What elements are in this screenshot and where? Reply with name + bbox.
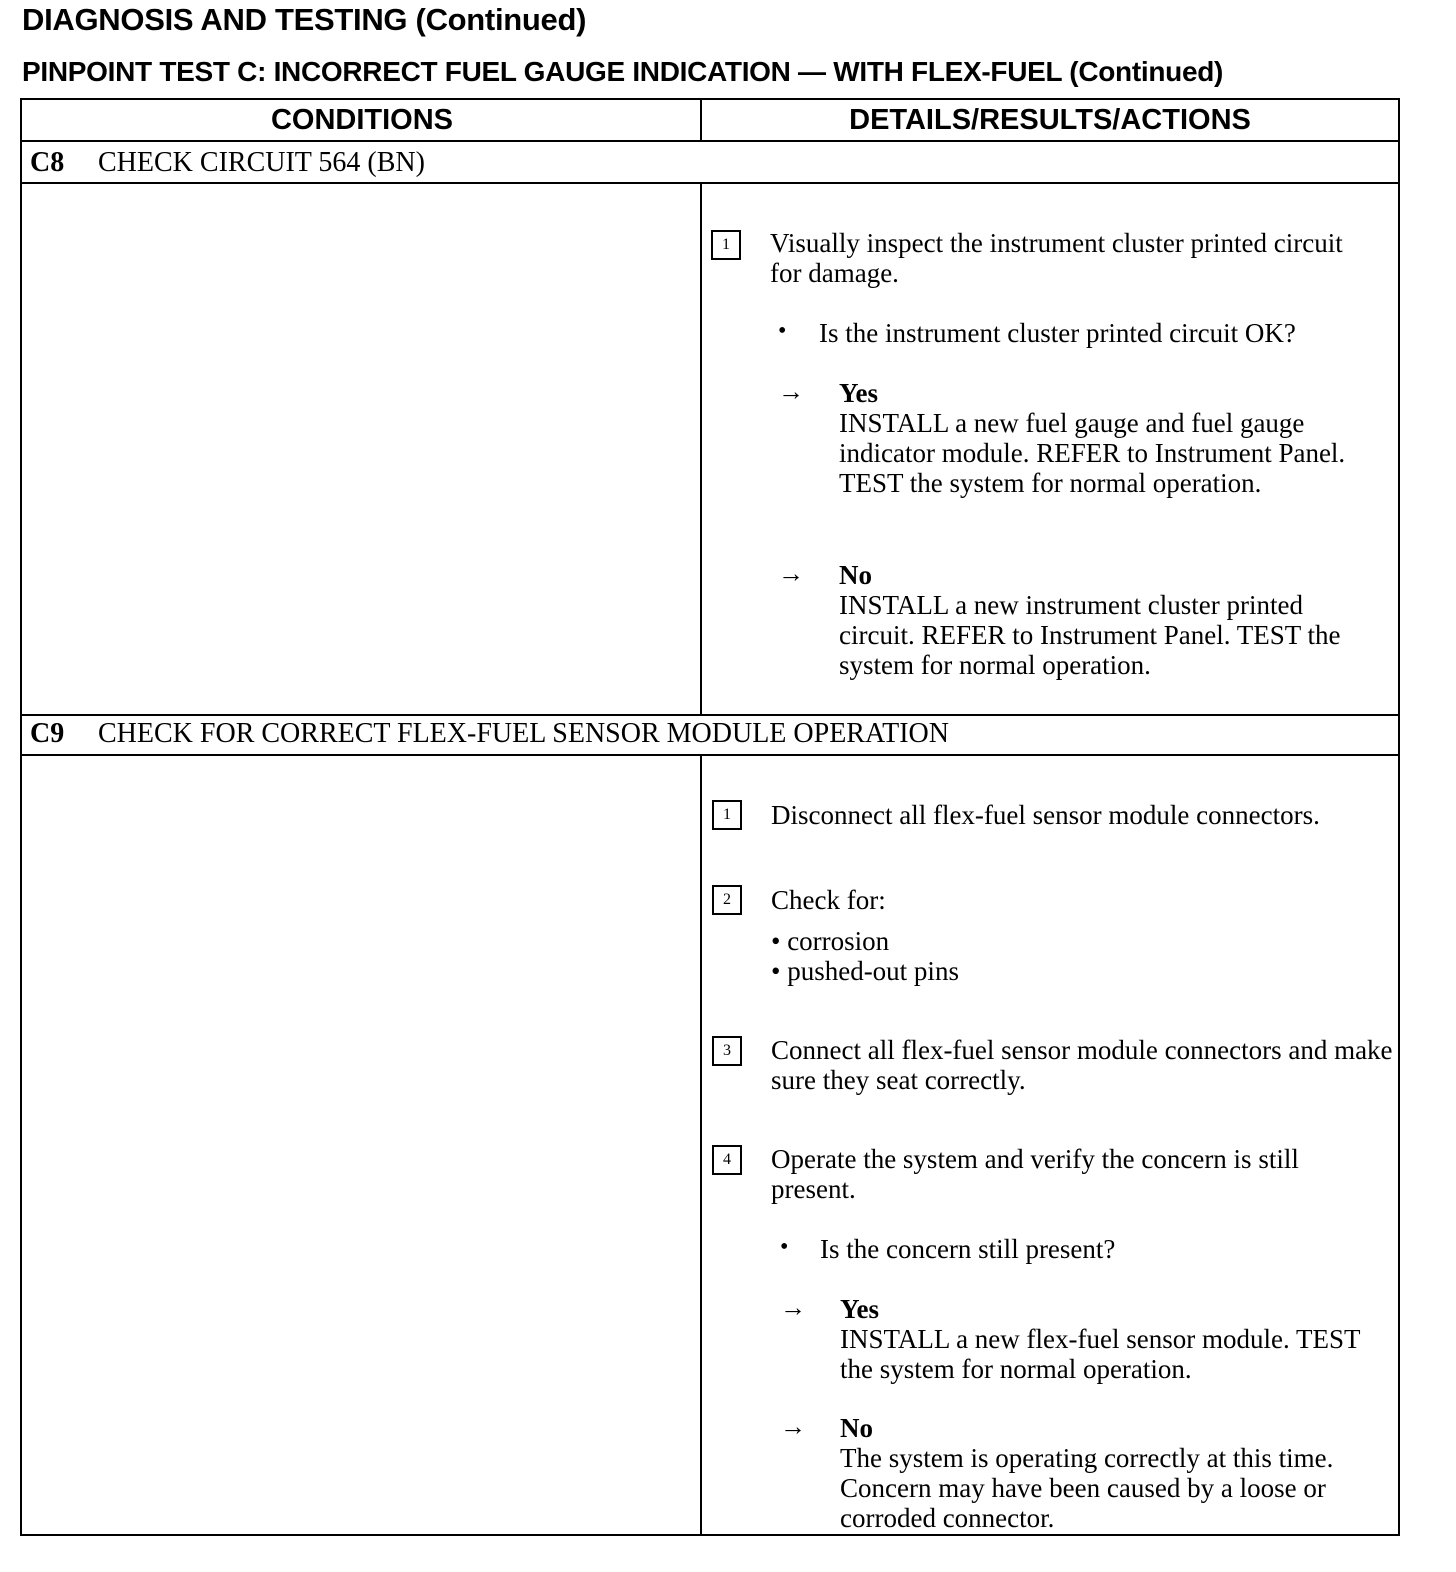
page-title: DIAGNOSIS AND TESTING (Continued)	[22, 2, 587, 37]
column-divider	[700, 182, 702, 714]
c9-step-2-text: Check for:	[771, 885, 886, 915]
c9-no-arrow: →	[780, 1412, 806, 1441]
step-c8-heading	[30, 147, 425, 179]
conditions-column-header: CONDITIONS	[270, 104, 454, 136]
c9-question-bullet: •	[780, 1234, 789, 1260]
c8-question-bullet: •	[778, 318, 787, 344]
row-divider	[22, 714, 1398, 716]
c8-no-arrow: →	[778, 559, 804, 588]
c9-step-4-text: Operate the system and verify the concern is still present.	[771, 1144, 1299, 1204]
c8-step-1-text: Visually inspect the instrument cluster printed circuit for damage.	[770, 228, 1343, 288]
step-c8-title: CHECK CIRCUIT 564 (BN)	[98, 147, 425, 178]
c9-step-2-box: 2	[712, 885, 742, 915]
c9-step-3-text: Connect all flex-fuel sensor module connectors and make sure they seat correctly.	[771, 1035, 1393, 1095]
c8-step-1-box: 1	[711, 230, 741, 260]
row-divider	[22, 140, 1398, 142]
details-column-header: DETAILS/RESULTS/ACTIONS	[849, 104, 1251, 136]
c9-check-item-corrosion: • corrosion	[771, 926, 890, 956]
step-c9-heading	[30, 718, 949, 750]
c9-step-1-text: Disconnect all flex-fuel sensor module connectors.	[771, 800, 1320, 830]
c9-step-3-box: 3	[712, 1036, 742, 1066]
c9-no-action: The system is operating correctly at this time. Concern may have been caused by a loose or corroded connector.	[840, 1443, 1334, 1533]
test-title: PINPOINT TEST C: INCORRECT FUEL GAUGE INDICATION — WITH FLEX-FUEL (Continued)	[22, 56, 1224, 87]
step-c9-title: CHECK FOR CORRECT FLEX-FUEL SENSOR MODULE OPERATION	[98, 718, 949, 749]
c9-yes-arrow: →	[780, 1293, 806, 1322]
row-divider	[22, 754, 1398, 756]
c8-yes-label: Yes	[839, 378, 878, 408]
step-c8-code: C8	[30, 147, 65, 178]
c9-yes-action: INSTALL a new flex-fuel sensor module. TEST the system for normal operation.	[840, 1324, 1360, 1384]
c8-no-action: INSTALL a new instrument cluster printed circuit. REFER to Instrument Panel. TEST the system for normal operation.	[839, 590, 1341, 680]
c9-step-1-box: 1	[712, 800, 742, 830]
c9-question: Is the concern still present?	[820, 1234, 1116, 1264]
step-c9-code: C9	[30, 718, 65, 749]
c9-step-4-box: 4	[712, 1145, 742, 1175]
c9-check-item-pushed-out-pins: • pushed-out pins	[771, 956, 959, 986]
c8-no-label: No	[839, 560, 872, 590]
c8-yes-action: INSTALL a new fuel gauge and fuel gauge indicator module. REFER to Instrument Panel. TEST the system for normal operation.	[839, 408, 1346, 498]
row-divider	[22, 182, 1398, 184]
column-divider	[700, 754, 702, 1536]
header-divider	[700, 100, 702, 142]
pinpoint-test-table	[20, 98, 1400, 1536]
c9-no-label: No	[840, 1413, 873, 1443]
c8-yes-arrow: →	[778, 377, 804, 406]
c9-yes-label: Yes	[840, 1294, 879, 1324]
c8-question: Is the instrument cluster printed circuit OK?	[819, 318, 1296, 348]
